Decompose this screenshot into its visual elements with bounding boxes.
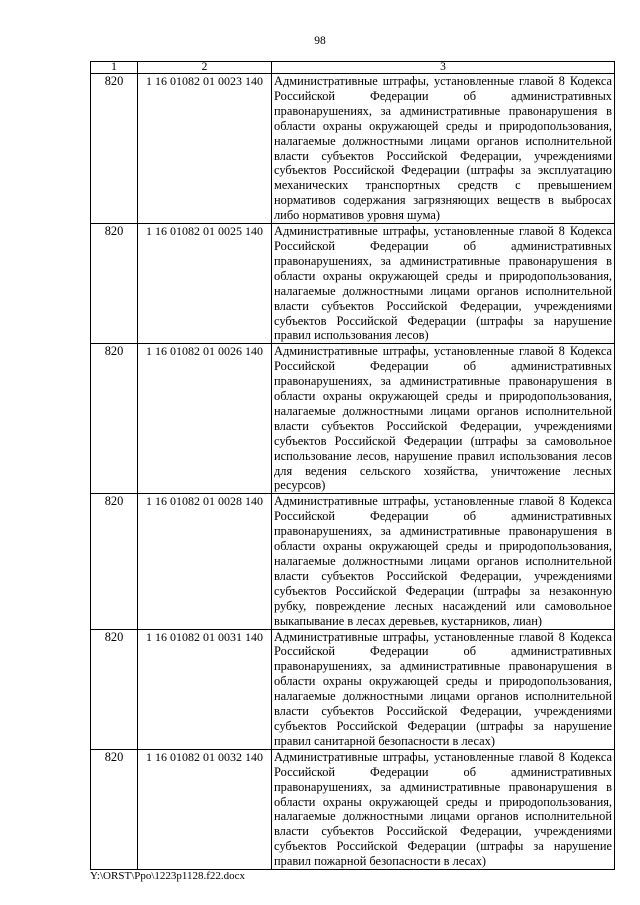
kbk-code-cell: 1 16 01082 01 0025 140 xyxy=(138,224,272,344)
admin-code-cell: 820 xyxy=(91,344,138,494)
admin-code-cell: 820 xyxy=(91,749,138,869)
kbk-code-cell: 1 16 01082 01 0023 140 xyxy=(138,74,272,224)
admin-code-cell: 820 xyxy=(91,74,138,224)
column-header-1: 1 xyxy=(91,62,138,74)
table-row xyxy=(91,749,615,869)
table-row xyxy=(91,344,615,494)
kbk-code-cell: 1 16 01082 01 0032 140 xyxy=(138,749,272,869)
description-cell: Административные штрафы, установленные главой 8 Кодекса Российской Федерации об административных правонарушениях, за административные правонарушения в области охраны окружающей среды и природопользования, налагаемые должностными лицами органов исполнительной власти субъектов Российской Федерации, учреждениями субъектов Российской Федерации (штрафы за самовольное использование лесов, нарушение правил использования лесов для ведения сельского хозяйства, уничтожение лесных ресурсов) xyxy=(272,344,615,494)
budget-classification-table xyxy=(90,61,615,870)
table-row xyxy=(91,224,615,344)
column-header-2: 2 xyxy=(138,62,272,74)
description-cell: Административные штрафы, установленные главой 8 Кодекса Российской Федерации об административных правонарушениях, за административные правонарушения в области охраны окружающей среды и природопользования, налагаемые должностными лицами органов исполнительной власти субъектов Российской Федерации, учреждениями субъектов Российской Федерации (штрафы за эксплуатацию механических транспортных средств с превышением нормативов содержания загрязняющих веществ в выбросах либо нормативов уровня шума) xyxy=(272,74,615,224)
admin-code-cell: 820 xyxy=(91,224,138,344)
description-cell: Административные штрафы, установленные главой 8 Кодекса Российской Федерации об административных правонарушениях, за административные правонарушения в области охраны окружающей среды и природопользования, налагаемые должностными лицами органов исполнительной власти субъектов Российской Федерации, учреждениями субъектов Российской Федерации (штрафы за незаконную рубку, повреждение лесных насаждений или самовольное выкапывание в лесах деревьев, кустарников, лиан) xyxy=(272,494,615,629)
table-header-row xyxy=(91,62,615,74)
column-header-3: 3 xyxy=(272,62,615,74)
kbk-code-cell: 1 16 01082 01 0026 140 xyxy=(138,344,272,494)
table-row xyxy=(91,629,615,749)
admin-code-cell: 820 xyxy=(91,494,138,629)
description-cell: Административные штрафы, установленные главой 8 Кодекса Российской Федерации об административных правонарушениях, за административные правонарушения в области охраны окружающей среды и природопользования, налагаемые должностными лицами органов исполнительной власти субъектов Российской Федерации, учреждениями субъектов Российской Федерации (штрафы за нарушение правил санитарной безопасности в лесах) xyxy=(272,629,615,749)
table-row xyxy=(91,494,615,629)
description-cell: Административные штрафы, установленные главой 8 Кодекса Российской Федерации об административных правонарушениях, за административные правонарушения в области охраны окружающей среды и природопользования, налагаемые должностными лицами органов исполнительной власти субъектов Российской Федерации, учреждениями субъектов Российской Федерации (штрафы за нарушение правил пожарной безопасности в лесах) xyxy=(272,749,615,869)
page-number: 98 xyxy=(314,35,326,47)
footer-file-path: Y:\ORST\Ppo\1223p1128.f22.docx xyxy=(90,870,246,882)
kbk-code-cell: 1 16 01082 01 0031 140 xyxy=(138,629,272,749)
description-cell: Административные штрафы, установленные главой 8 Кодекса Российской Федерации об административных правонарушениях, за административные правонарушения в области охраны окружающей среды и природопользования, налагаемые должностными лицами органов исполнительной власти субъектов Российской Федерации, учреждениями субъектов Российской Федерации (штрафы за нарушение правил использования лесов) xyxy=(272,224,615,344)
kbk-code-cell: 1 16 01082 01 0028 140 xyxy=(138,494,272,629)
table-row xyxy=(91,74,615,224)
admin-code-cell: 820 xyxy=(91,629,138,749)
